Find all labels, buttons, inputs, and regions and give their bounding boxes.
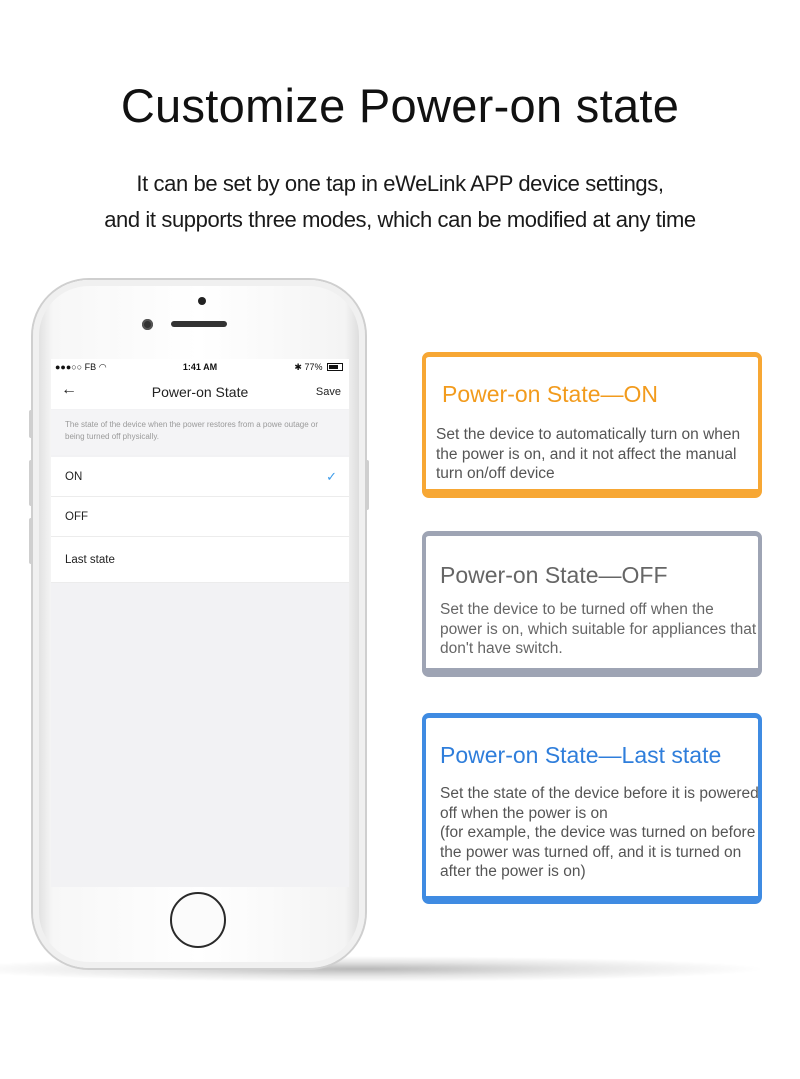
back-arrow-icon[interactable]: ← xyxy=(61,381,77,398)
mute-switch xyxy=(29,410,33,438)
status-bar xyxy=(51,359,349,375)
card-power-on-last-state xyxy=(422,713,762,904)
volume-down-button xyxy=(29,518,33,564)
nav-bar xyxy=(51,375,349,409)
option-on[interactable] xyxy=(51,457,349,497)
speaker-grille xyxy=(171,321,227,327)
setting-description: The state of the device when the power restores from a powe outage or being turned off physically. xyxy=(51,410,349,455)
option-label: Last state xyxy=(65,554,115,566)
front-camera-icon xyxy=(198,297,206,305)
card-power-on-on xyxy=(422,352,762,498)
phone-screen xyxy=(51,359,349,887)
card-title: Power-on State—ON xyxy=(442,381,659,407)
subtitle-line-2: and it supports three modes, which can be modified at any time xyxy=(104,207,696,232)
phone-mockup xyxy=(33,280,365,968)
card-body-line: Set the state of the device before it is powered off when the power is on xyxy=(440,785,759,822)
sensor-icon xyxy=(142,319,153,330)
status-right xyxy=(294,362,343,373)
card-title: Power-on State—Last state xyxy=(440,742,722,768)
card-body: Set the device to be turned off when the power is on, which suitable for appliances that don't have switch. xyxy=(440,601,757,657)
status-time: 1:41 AM xyxy=(182,362,218,372)
nav-title: Power-on State xyxy=(151,384,249,400)
wifi-icon: ◠ xyxy=(98,362,107,372)
card-body: Set the device to automatically turn on when the power is on, and it not affect the manual turn on/off device xyxy=(436,426,741,482)
card-body xyxy=(440,784,760,882)
checkmark-icon: ✓ xyxy=(326,469,337,484)
battery-icon xyxy=(327,363,343,371)
volume-up-button xyxy=(29,460,33,506)
carrier-label: ●●●○○ FB xyxy=(55,362,97,372)
battery-percent: 77% xyxy=(304,362,323,372)
card-power-on-off xyxy=(422,531,762,677)
bluetooth-icon: ✱ xyxy=(294,362,302,372)
power-button xyxy=(365,460,369,510)
card-body-line: (for example, the device was turned on before the power was turned off, and it is turned on after the power is on) xyxy=(440,824,756,880)
option-off[interactable] xyxy=(51,497,349,537)
option-last-state[interactable] xyxy=(51,537,349,583)
option-label: OFF xyxy=(65,511,88,523)
subtitle-line-1: It can be set by one tap in eWeLink APP device settings, xyxy=(136,171,664,196)
page-headline: Customize Power-on state xyxy=(120,79,680,132)
save-button[interactable]: Save xyxy=(315,386,341,398)
card-title: Power-on State—OFF xyxy=(440,562,668,588)
home-button xyxy=(170,892,226,948)
option-label: ON xyxy=(65,471,83,483)
power-on-options-list xyxy=(51,457,349,583)
